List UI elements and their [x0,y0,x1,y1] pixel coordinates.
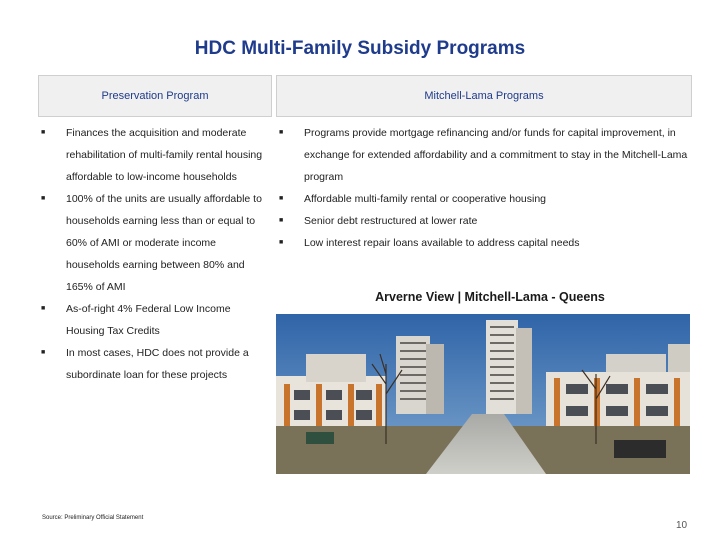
bullet-text: Finances the acquisition and moderate rehabilitation of multi-family rental housing affordable to low-income households [66,127,263,183]
bullet-square-icon: ■ [279,239,284,246]
bullet-square-icon: ■ [279,195,284,202]
bullet-square-icon: ■ [41,195,46,202]
mitchell-lama-programs-header: Mitchell-Lama Programs [276,75,692,117]
mitchell-lama-bullet-list [276,122,688,254]
bullet-text: Affordable multi-family rental or cooperative housing [304,193,547,205]
list-item [38,188,268,298]
bullet-square-icon: ■ [279,217,284,224]
list-item [38,342,268,386]
list-item [276,210,688,232]
preservation-bullet-list [38,122,268,386]
bullet-text: In most cases, HDC does not provide a subordinate loan for these projects [66,347,249,381]
bullet-text: Low interest repair loans available to address capital needs [304,237,580,249]
source-note: Source: Preliminary Official Statement [42,515,144,521]
page-title: HDC Multi-Family Subsidy Programs [194,38,526,59]
photo-caption: Arverne View | Mitchell-Lama - Queens [375,290,605,304]
page-number: 10 [676,520,688,531]
bullet-square-icon: ■ [41,349,46,356]
bullet-text: Senior debt restructured at lower rate [304,215,478,227]
bullet-square-icon: ■ [41,129,46,136]
bullet-text: As-of-right 4% Federal Low Income Housing Tax Credits [66,303,231,337]
bullet-text: Programs provide mortgage refinancing and/or funds for capital improvement, in exchange for extended affordability and a commitment to stay in the Mitchell-Lama program [304,127,688,183]
building-photo-illustration [276,314,690,474]
arverne-view-photo [276,314,690,474]
list-item [276,188,688,210]
list-item [38,298,268,342]
list-item [276,122,688,188]
list-item [38,122,268,188]
preservation-program-header: Preservation Program [38,75,272,117]
bullet-square-icon: ■ [279,129,284,136]
bullet-square-icon: ■ [41,305,46,312]
bullet-text: 100% of the units are usually affordable to households earning less than or equal to 60% of AMI or moderate income households earning between 80% and 165% of AMI [66,193,262,293]
list-item [276,232,688,254]
